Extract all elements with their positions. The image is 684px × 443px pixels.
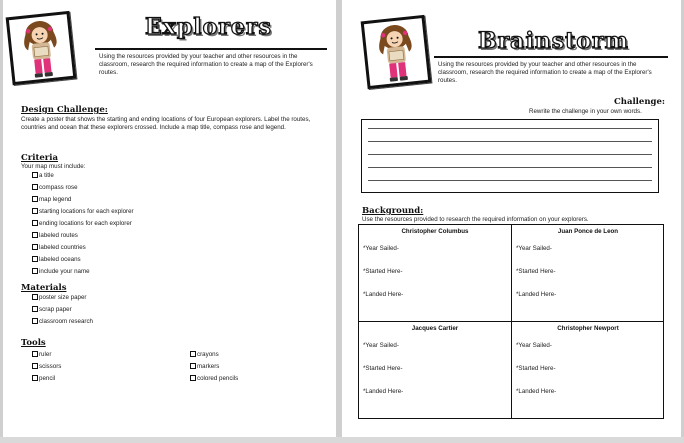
explorer-cell [359, 225, 511, 321]
explorer-cell [512, 225, 664, 321]
checklist-item [32, 207, 134, 217]
intro-text: Using the resources provided by your teacher and other resources in the classroom, research the required information to create a map of the Explorer's routes. [438, 61, 652, 84]
checkbox[interactable] [32, 220, 38, 226]
checklist-label: scrap paper [39, 306, 72, 313]
girl-explorer-icon [372, 21, 420, 85]
explorer-field: *Landed Here- [516, 291, 557, 298]
tools-heading: Tools [21, 338, 46, 348]
checklist-item [32, 317, 93, 327]
checkbox[interactable] [32, 172, 38, 178]
checkbox[interactable] [32, 294, 38, 300]
checklist-item [32, 171, 54, 181]
checklist-label: labeled routes [39, 232, 78, 239]
explorer-field: *Started Here- [516, 268, 556, 275]
checklist-item [32, 305, 72, 315]
intro-text: Using the resources provided by your teacher and other resources in the classroom, research the required information to create a map of the Explorer's routes. [99, 53, 313, 76]
checklist-label: include your name [39, 268, 90, 275]
explorer-field: *Started Here- [363, 268, 403, 275]
explorer-field: *Year Sailed- [363, 245, 399, 252]
title-underline [434, 56, 668, 58]
checklist-label: starting locations for each explorer [39, 208, 134, 215]
checkbox[interactable] [32, 232, 38, 238]
checklist-label: crayons [197, 351, 219, 358]
checklist-item [32, 255, 81, 265]
checklist-label: a title [39, 172, 54, 179]
materials-heading: Materials [21, 283, 67, 293]
explorer-field: *Year Sailed- [516, 342, 552, 349]
explorer-field: *Started Here- [363, 365, 403, 372]
checklist-item [32, 374, 55, 384]
checklist-label: colored pencils [197, 375, 239, 382]
viewer-scroll-strip [0, 437, 684, 443]
design-challenge-text: Create a poster that shows the starting and ending locations of four European explorers. Label the routes, countries and ocean that these explorers crossed. Include a map title, compass rose and legend. [21, 116, 311, 131]
checklist-label: ruler [39, 351, 52, 358]
checklist-item [32, 219, 132, 229]
explorer-research-grid [358, 224, 664, 419]
page-explorers [3, 0, 336, 437]
checklist-label: classroom research [39, 318, 93, 325]
checklist-item [32, 195, 71, 205]
challenge-writing-box[interactable] [361, 119, 659, 193]
checkbox[interactable] [32, 375, 38, 381]
explorer-cell [359, 322, 511, 418]
checkbox[interactable] [32, 208, 38, 214]
explorer-name: Jacques Cartier [411, 325, 459, 332]
checklist-label: markers [197, 363, 220, 370]
explorer-field: *Landed Here- [363, 388, 404, 395]
explorer-name: Juan Ponce de Leon [557, 228, 619, 235]
explorer-name: Christopher Newport [557, 325, 619, 332]
checklist-label: poster size paper [39, 294, 87, 301]
checklist-item [32, 267, 90, 277]
checkbox[interactable] [32, 244, 38, 250]
checkbox[interactable] [190, 363, 196, 369]
checklist-label: labeled oceans [39, 256, 81, 263]
explorer-cell [512, 322, 664, 418]
writing-line [368, 141, 652, 142]
checklist-label: scissors [39, 363, 62, 370]
explorer-field: *Landed Here- [363, 291, 404, 298]
checklist-item [190, 350, 219, 360]
checkbox[interactable] [32, 184, 38, 190]
checklist-item [32, 350, 51, 360]
explorer-name: Christopher Columbus [401, 228, 469, 235]
checkbox[interactable] [32, 306, 38, 312]
challenge-instruction: Rewrite the challenge in your own words. [529, 108, 642, 115]
background-instruction: Use the resources provided to research the required information on your explorers. [362, 216, 589, 223]
background-heading: Background: [362, 206, 424, 216]
checklist-label: labeled countries [39, 244, 86, 251]
explorer-field: *Year Sailed- [516, 245, 552, 252]
checkbox[interactable] [32, 196, 38, 202]
design-challenge-heading: Design Challenge: [21, 105, 108, 115]
checkbox[interactable] [190, 351, 196, 357]
checkbox[interactable] [32, 363, 38, 369]
checklist-label: compass rose [39, 184, 78, 191]
checkbox[interactable] [190, 375, 196, 381]
writing-line [368, 167, 652, 168]
challenge-heading: Challenge: [614, 97, 665, 107]
checkbox[interactable] [32, 268, 38, 274]
criteria-heading: Criteria [21, 153, 59, 163]
explorer-field: *Year Sailed- [363, 342, 399, 349]
explorer-field: *Landed Here- [516, 388, 557, 395]
writing-line [368, 128, 652, 129]
page-title: Explorers [145, 14, 272, 40]
page-title: Brainstorm [478, 28, 629, 54]
explorer-field: *Started Here- [516, 365, 556, 372]
checklist-item [32, 293, 86, 303]
checkbox[interactable] [32, 256, 38, 262]
checklist-item [32, 243, 86, 253]
checklist-item [190, 374, 238, 384]
checkbox[interactable] [32, 318, 38, 324]
checklist-item [32, 231, 78, 241]
checklist-label: ending locations for each explorer [39, 220, 132, 227]
checkbox[interactable] [32, 351, 38, 357]
girl-explorer-icon [17, 17, 65, 81]
writing-line [368, 180, 652, 181]
checklist-item [190, 362, 219, 372]
checklist-item [32, 362, 61, 372]
student-photo-frame [361, 15, 432, 89]
student-photo-frame [6, 11, 77, 85]
checklist-label: pencil [39, 375, 56, 382]
checklist-label: map legend [39, 196, 72, 203]
writing-line [368, 154, 652, 155]
checklist-item [32, 183, 78, 193]
title-underline [95, 48, 327, 50]
criteria-intro: Your map must include: [21, 163, 86, 170]
